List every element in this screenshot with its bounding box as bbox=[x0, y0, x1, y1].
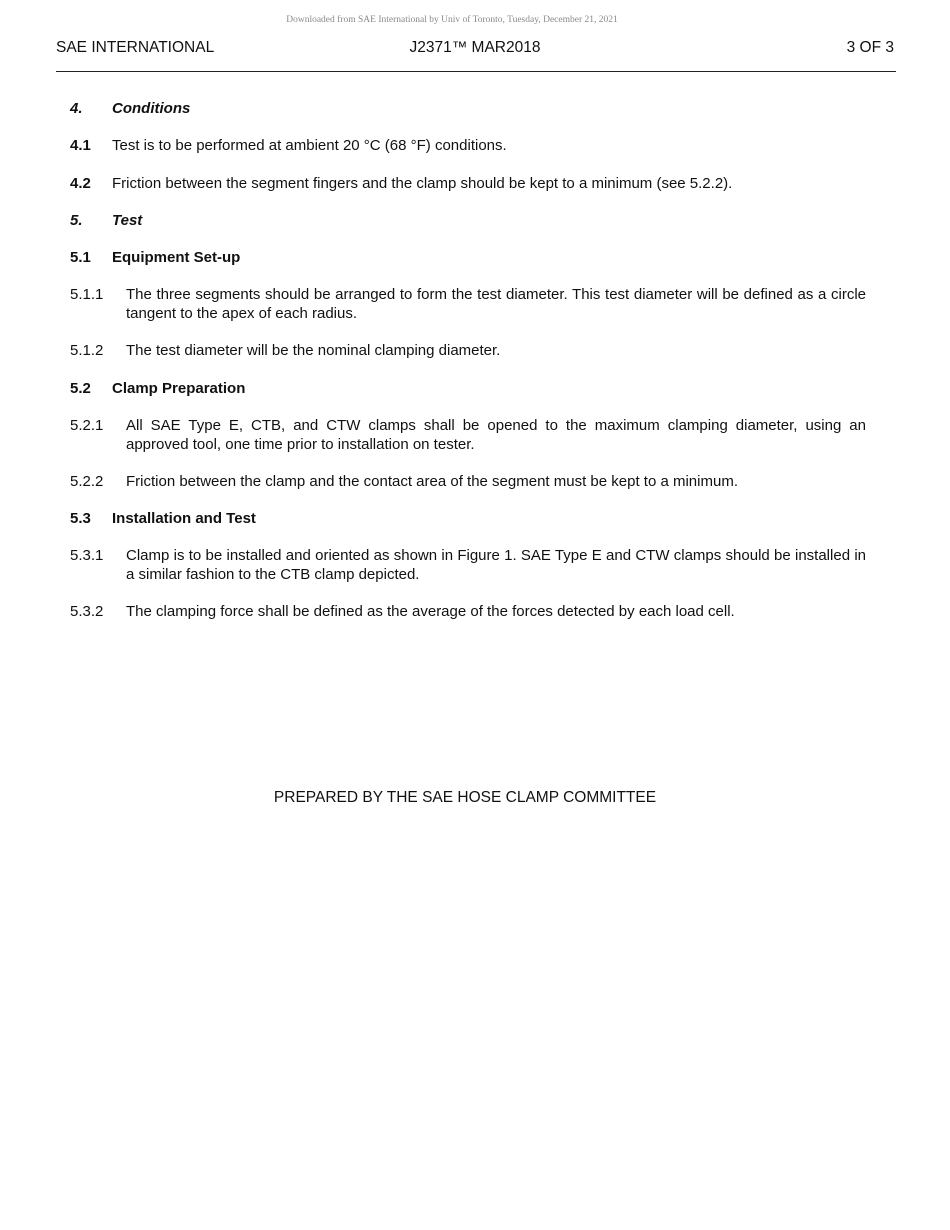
clause-number: 5.3.2 bbox=[70, 603, 104, 620]
clause-text: The clamping force shall be defined as the average of the forces detected by each load cell. bbox=[126, 603, 735, 620]
clause-number: 4.2 bbox=[70, 175, 91, 192]
subsection-number: 5.1 bbox=[70, 249, 91, 266]
section-number: 4. bbox=[70, 100, 83, 117]
section-number: 5. bbox=[70, 212, 83, 229]
header-doc-id: J2371™ MAR2018 bbox=[409, 39, 541, 56]
section-title: Conditions bbox=[112, 100, 191, 117]
subsection-title: Equipment Set-up bbox=[112, 249, 241, 266]
clause-number: 5.1.2 bbox=[70, 342, 104, 359]
prepared-by-statement: PREPARED BY THE SAE HOSE CLAMP COMMITTEE bbox=[273, 789, 657, 806]
section-title: Test bbox=[112, 212, 143, 229]
clause-number: 4.1 bbox=[70, 137, 91, 154]
clause-text: Friction between the segment fingers and the clamp should be kept to a minimum (see 5.2.2). bbox=[112, 175, 733, 192]
clause-text: Test is to be performed at ambient 20 °C (68 °F) conditions. bbox=[112, 137, 507, 154]
subsection-number: 5.3 bbox=[70, 510, 91, 527]
clause-text: All SAE Type E, CTB, and CTW clamps shall be opened to the maximum clamping diameter, using an approved tool, one time prior to installation on tester. bbox=[126, 417, 866, 453]
download-watermark: Downloaded from SAE International by Univ of Toronto, Tuesday, December 21, 2021 bbox=[286, 15, 618, 25]
clause-text: The test diameter will be the nominal clamping diameter. bbox=[126, 342, 501, 359]
header-page-number: 3 OF 3 bbox=[846, 39, 894, 56]
clause-number: 5.2.1 bbox=[70, 417, 104, 434]
clause-text: Clamp is to be installed and oriented as shown in Figure 1. SAE Type E and CTW clamps should be installed in a similar fashion to the CTB clamp depicted. bbox=[126, 547, 866, 583]
header-org: SAE INTERNATIONAL bbox=[56, 39, 215, 56]
clause-text: The three segments should be arranged to form the test diameter. This test diameter will be defined as a circle tangent to the apex of each radius. bbox=[126, 286, 866, 322]
clause-text: Friction between the clamp and the contact area of the segment must be kept to a minimum. bbox=[126, 473, 738, 490]
header-divider bbox=[56, 71, 896, 72]
subsection-title: Installation and Test bbox=[112, 510, 256, 527]
subsection-title: Clamp Preparation bbox=[112, 380, 246, 397]
subsection-number: 5.2 bbox=[70, 380, 91, 397]
clause-number: 5.2.2 bbox=[70, 473, 104, 490]
clause-number: 5.1.1 bbox=[70, 286, 104, 303]
clause-number: 5.3.1 bbox=[70, 547, 104, 564]
